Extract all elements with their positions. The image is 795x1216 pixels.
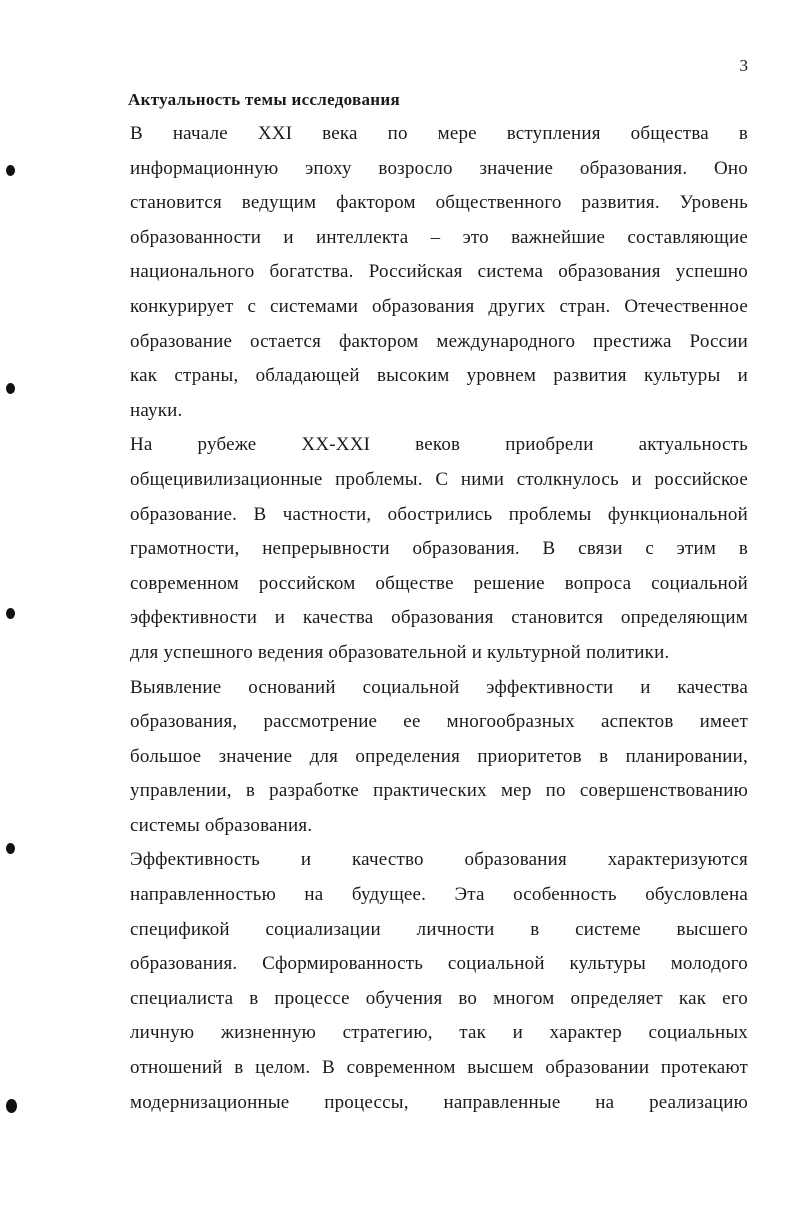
binding-hole-mark [6,1099,17,1113]
text-line: отношений в целом. В современном высшем образовании протекают [130,1057,748,1079]
text-line: общецивилизационные проблемы. С ними столкнулось и российское [130,468,748,490]
text-line: На рубеже XX-XXI веков приобрели актуальность [130,434,748,456]
text-line: образование остается фактором международного престижа России [130,330,748,352]
text-line: науки. [130,399,183,421]
text-line: образование. В частности, обострились проблемы функциональной [130,503,748,525]
paragraph-4 [100,843,748,1120]
document-body [100,117,748,1120]
binding-hole-mark [6,383,15,394]
text-line: Выявление оснований социальной эффективности и качества [130,676,748,698]
page-number: 3 [739,56,748,75]
text-line: как страны, обладающей высоким уровнем развития культуры и [130,365,748,387]
text-line: Эффективность и качество образования характеризуются [130,849,748,871]
text-line: личную жизненную стратегию, так и характер социальных [130,1022,748,1044]
text-line: модернизационные процессы, направленные на реализацию [130,1091,748,1113]
text-line: В начале XXI века по мере вступления общества в [130,123,748,144]
binding-hole-mark [6,608,15,619]
text-line: национального богатства. Российская система образования успешно [130,261,748,283]
text-line: эффективности и качества образования становится определяющим [130,607,748,629]
text-line: направленностью на будущее. Эта особенность обусловлена [130,884,748,906]
text-line: образования, рассмотрение ее многообразных аспектов имеет [130,711,748,733]
section-heading: Актуальность темы исследования [128,90,400,109]
text-line: для успешного ведения образовательной и культурной политики. [130,641,670,663]
paragraph-2 [100,428,748,670]
text-line: образования. Сформированность социальной культуры молодого [130,953,748,975]
binding-hole-mark [6,165,15,176]
text-line: становится ведущим фактором общественного развития. Уровень [130,192,748,214]
text-line: большое значение для определения приоритетов в планировании, [130,745,748,767]
text-line: специалиста в процессе обучения во многом определяет как его [130,987,748,1009]
text-line: управлении, в разработке практических мер по совершенствованию [130,780,748,802]
text-line: грамотности, непрерывности образования. В связи с этим в [130,538,748,560]
paragraph-3 [100,671,748,844]
paragraph-1 [100,117,748,428]
text-line: информационную эпоху возросло значение образования. Оно [130,157,748,179]
text-line: образованности и интеллекта – это важнейшие составляющие [130,226,748,248]
binding-hole-mark [6,843,15,854]
text-line: конкурирует с системами образования других стран. Отечественное [130,295,748,317]
text-line: современном российском обществе решение вопроса социальной [130,572,748,594]
text-line: системы образования. [130,814,313,836]
text-line: спецификой социализации личности в системе высшего [130,918,748,940]
